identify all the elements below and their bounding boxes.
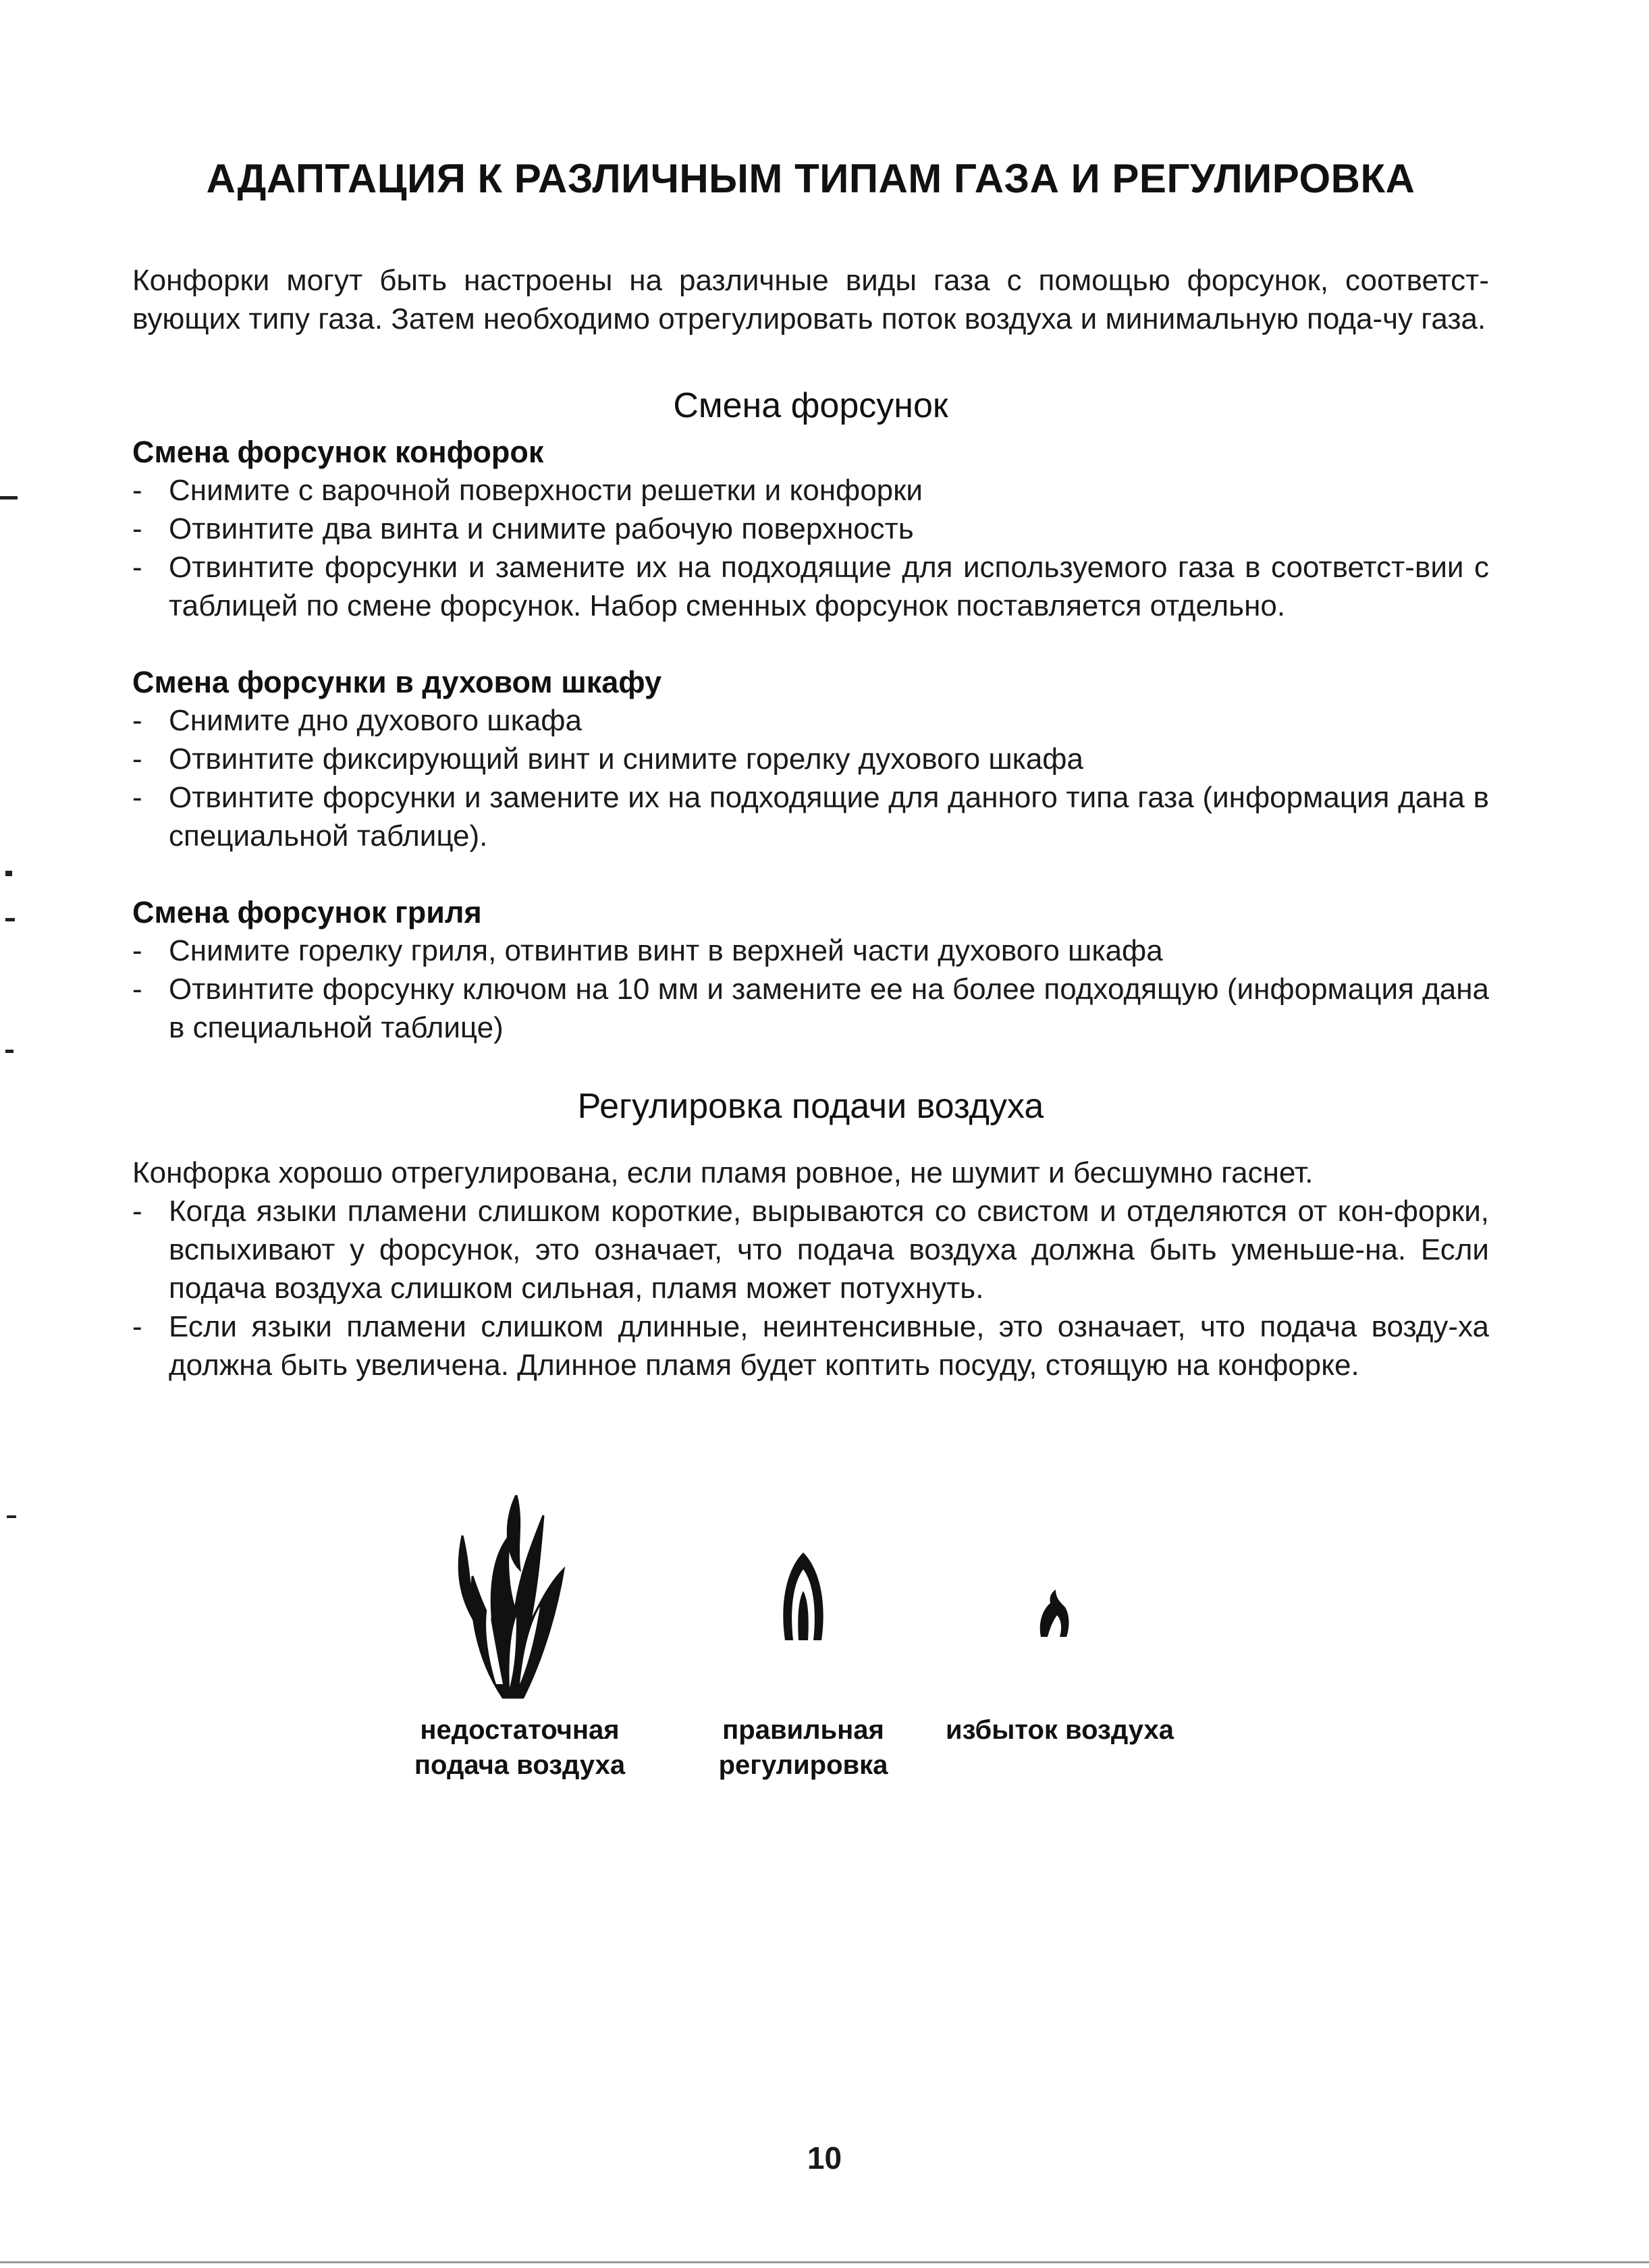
section-title-nozzle-change: Смена форсунок [673, 386, 948, 425]
group-grill-nozzle [132, 893, 1489, 1047]
flame-label-line: избыток воздуха [946, 1715, 1174, 1745]
list-item: - Отвинтите форсунку ключом на 10 мм и замените ее на более подходящую (информация дана в специальной таблице) [132, 970, 1489, 1047]
flame-label-line: регулировка [718, 1750, 888, 1780]
subsection-title: Смена форсунок гриля [132, 895, 482, 929]
list-item: - Отвинтите два винта и снимите рабочую поверхность [132, 510, 1489, 548]
list-item: - Снимите дно духового шкафа [132, 701, 1489, 740]
small-flame-icon [1038, 1590, 1071, 1638]
list-item: - Отвинтите форсунки и замените их на подходящие для используемого газа в соответст-вии с таблицей по смене форсунок. Набор сменных форсунок поставляется отдельно. [132, 548, 1489, 625]
normal-flame-icon [780, 1549, 827, 1644]
scan-artifact [5, 1050, 13, 1053]
scan-artifact [0, 496, 18, 500]
scan-bottom-edge [0, 2261, 1649, 2263]
flame-illustrations [0, 1495, 1649, 1780]
list-item: - Если языки пламени слишком длинные, неинтенсивные, это означает, что подача возду-ха должна быть увеличена. Длинное пламя будет коптить посуду, стоящую на конфорке. [132, 1307, 1489, 1384]
page-title: АДАПТАЦИЯ К РАЗЛИЧНЫМ ТИПАМ ГАЗА И РЕГУЛИРОВКА [206, 156, 1415, 201]
list-item: - Снимите с варочной поверхности решетки и конфорки [132, 471, 1489, 510]
group-burner-nozzles [132, 433, 1489, 625]
subsection-title: Смена форсунки в духовом шкафу [132, 665, 662, 699]
document-page [132, 135, 1489, 1384]
steps-list [132, 701, 1489, 855]
list-item: - Отвинтите фиксирующий винт и снимите горелку духового шкафа [132, 740, 1489, 778]
large-flame-icon [456, 1495, 570, 1701]
steps-list [132, 932, 1489, 1047]
scan-artifact [5, 918, 15, 921]
flame-label-excess [931, 1712, 1188, 1748]
scan-artifact [5, 871, 12, 876]
page-number: 10 [807, 2140, 842, 2176]
list-item: - Когда языки пламени слишком короткие, вырываются со свистом и отделяются от кон-форки, вспыхивают у форсунок, это означает, что подача воздуха должна быть уменьше-на. Если подача воздуха слишком сильная, пламя может потухнуть. [132, 1192, 1489, 1307]
subsection-title: Смена форсунок конфорок [132, 435, 544, 469]
flame-label-line: правильная [722, 1715, 884, 1745]
list-item: - Снимите горелку гриля, отвинтив винт в верхней части духового шкафа [132, 932, 1489, 970]
group-oven-nozzle [132, 663, 1489, 855]
flame-label-insufficient [398, 1712, 641, 1783]
flame-label-line: подача воздуха [414, 1750, 626, 1780]
flame-label-line: недостаточная [420, 1715, 620, 1745]
scan-artifact [7, 1515, 16, 1518]
section-title-air-adjustment: Регулировка подачи воздуха [577, 1087, 1044, 1126]
list-item: - Отвинтите форсунки и замените их на подходящие для данного типа газа (информация дана в специальной таблице). [132, 778, 1489, 855]
air-list [132, 1192, 1489, 1384]
flame-label-correct [702, 1712, 904, 1783]
air-intro-paragraph: Конфорка хорошо отрегулирована, если пламя ровное, не шумит и бесшумно гаснет. [132, 1156, 1314, 1189]
intro-paragraph: Конфорки могут быть настроены на различные виды газа с помощью форсунок, соответст-вующих типу газа. Затем необходимо отрегулировать поток воздуха и минимальную пода-чу газа. [132, 264, 1489, 335]
steps-list [132, 471, 1489, 625]
